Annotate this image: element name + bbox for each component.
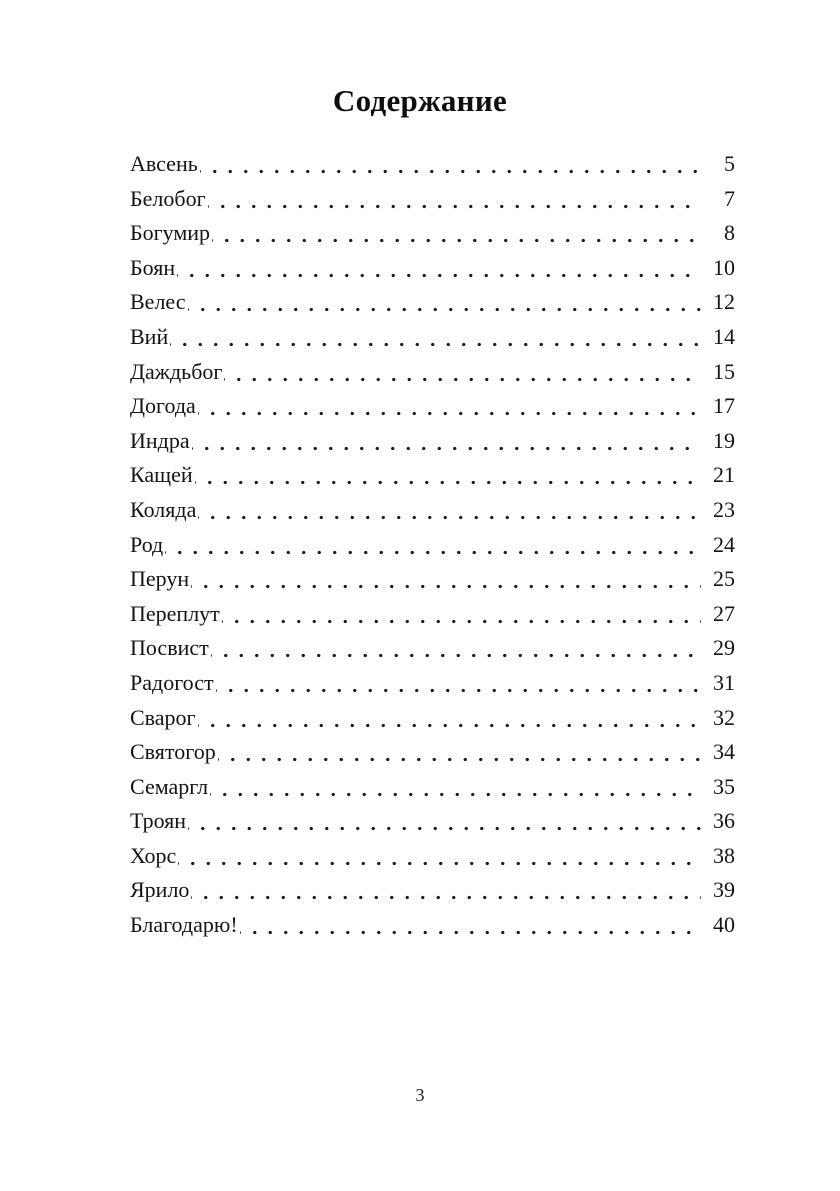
toc-entry-title: Кащей [130,462,193,488]
toc-leader-dots [178,839,701,874]
toc-entry-page: 32 [713,704,735,730]
toc-entry-page: 23 [713,496,735,522]
toc-entry-page: 8 [724,220,735,246]
toc-leader-dots [191,562,701,597]
toc-leader-dots [200,147,701,182]
toc-entry[interactable] [130,147,735,182]
toc-leader-dots [188,804,701,839]
toc-entry[interactable] [130,908,735,943]
toc-entry-page: 31 [713,669,735,695]
toc-entry-page: 14 [713,323,735,349]
toc-entry[interactable] [130,355,735,390]
toc-entry[interactable] [130,873,735,908]
toc-leader-dots [198,493,701,528]
toc-entry-title: Догода [130,393,196,419]
toc-entry[interactable] [130,216,735,251]
toc-entry[interactable] [130,182,735,217]
toc-entry-title: Радогост [130,669,214,695]
toc-entry-title: Боян [130,254,176,280]
toc-entry-title: Троян [130,808,187,834]
toc-leader-dots [192,424,701,459]
toc-entry-title: Ярило [130,877,190,903]
toc-entry[interactable] [130,631,735,666]
toc-leader-dots [170,320,701,355]
toc-entry-title: Коляда [130,496,197,522]
toc-entry-title: Даждьбог [130,358,223,384]
toc-entry-page: 40 [713,912,735,938]
toc-leader-dots [195,458,701,493]
toc-entry-page: 38 [713,842,735,868]
toc-entry-page: 27 [713,600,735,626]
toc-entry[interactable] [130,251,735,286]
toc-leader-dots [210,770,701,805]
toc-entry[interactable] [130,493,735,528]
toc-entry-title: Переплут [130,600,220,626]
toc-entry-title: Посвист [130,635,209,661]
toc-entry-page: 7 [724,185,735,211]
toc-entry-title: Благодарю! [130,912,238,938]
toc-entry[interactable] [130,285,735,320]
toc-entry-title: Сварог [130,704,196,730]
toc-entry[interactable] [130,804,735,839]
toc-leader-dots [240,908,701,943]
toc-entry-page: 36 [713,808,735,834]
toc-entry[interactable] [130,597,735,632]
toc-entry[interactable] [130,701,735,736]
toc-entry-page: 12 [713,289,735,315]
toc-leader-dots [211,631,701,666]
toc-entry[interactable] [130,770,735,805]
toc-entry-page: 24 [713,531,735,557]
toc-entry-page: 29 [713,635,735,661]
toc-entry-page: 10 [713,254,735,280]
toc-entry-page: 39 [713,877,735,903]
toc-leader-dots [218,735,701,770]
toc-leader-dots [208,182,701,217]
toc-entry-page: 25 [713,566,735,592]
page-title: Содержание [332,83,508,118]
toc-entry-page: 21 [713,462,735,488]
toc-list [0,147,840,943]
toc-leader-dots [177,251,701,286]
toc-leader-dots [198,701,701,736]
toc-entry-title: Род [130,531,164,557]
footer-page-number: 3 [415,1085,425,1105]
toc-entry[interactable] [130,320,735,355]
toc-leader-dots [188,285,702,320]
toc-leader-dots [222,597,701,632]
toc-entry-title: Святогор [130,739,216,765]
toc-entry[interactable] [130,528,735,563]
toc-entry-page: 15 [713,358,735,384]
toc-leader-dots [212,216,701,251]
toc-entry-page: 35 [713,773,735,799]
toc-entry[interactable] [130,735,735,770]
toc-leader-dots [224,355,701,390]
toc-leader-dots [165,528,701,563]
toc-entry-title: Перун [130,566,190,592]
toc-entry-page: 34 [713,739,735,765]
toc-entry[interactable] [130,839,735,874]
toc-leader-dots [191,873,701,908]
toc-entry[interactable] [130,424,735,459]
toc-entry[interactable] [130,389,735,424]
toc-entry[interactable] [130,562,735,597]
toc-entry-title: Семаргл [130,773,209,799]
toc-leader-dots [198,389,701,424]
toc-entry-title: Вий [130,323,169,349]
toc-entry-page: 17 [713,393,735,419]
toc-entry-title: Велес [130,289,186,315]
toc-entry-title: Авсень [130,151,198,176]
toc-entry-title: Богумир [130,220,211,246]
toc-entry[interactable] [130,666,735,701]
toc-entry-title: Белобог [130,185,206,211]
toc-entry-page: 5 [724,151,735,176]
toc-entry-title: Индра [130,427,190,453]
toc-leader-dots [216,666,701,701]
toc-entry-title: Хорс [130,842,177,868]
toc-entry-page: 19 [713,427,735,453]
toc-entry[interactable] [130,458,735,493]
